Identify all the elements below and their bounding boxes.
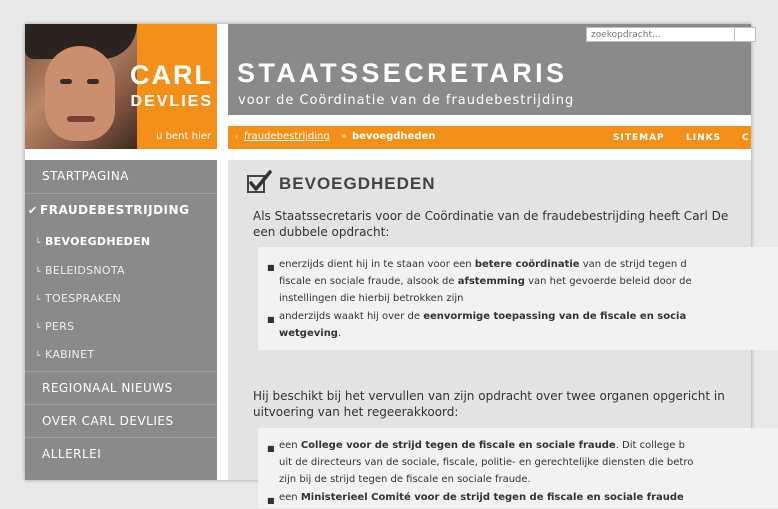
intro-line-1: Als Staatssecretaris voor de Coördinatie van de fraudebestrijding heeft Carl De — [253, 209, 729, 223]
sidebar-item-label: FRAUDEBESTRIJDING — [40, 203, 190, 217]
duty-1-line-1: enerzijds dient hij in te staan voor een betere coördinatie van de strijd tegen d — [279, 259, 687, 270]
bullet-icon: ■ — [267, 315, 275, 324]
breadcrumb-separator: » — [341, 131, 348, 142]
checkbox-checked-icon — [246, 169, 272, 195]
para2-line-1: Hij beschikt bij het vervullen van zijn opdracht over twee organen opgericht in — [253, 389, 725, 403]
nav-contact[interactable]: C — [742, 133, 750, 143]
sidebar-subitem-toespraken[interactable] — [25, 285, 217, 313]
sidebar-subitem-pers[interactable] — [25, 313, 217, 341]
duty-2-line-1: anderzijds waakt hij over de eenvormige toepassing van de fiscale en socia — [279, 311, 687, 322]
sidebar-item-label: TOESPRAKEN — [45, 292, 122, 305]
brand-first-name: CARL — [130, 60, 213, 90]
sidebar-nav — [25, 160, 217, 480]
sidebar-item-regionaal-nieuws[interactable] — [25, 371, 217, 403]
sidebar-item-label: PERS — [45, 320, 75, 333]
sidebar-subitem-kabinet[interactable] — [25, 341, 217, 369]
sidebar-item-allerlei[interactable] — [25, 437, 217, 469]
brand-last-name: DEVLIES — [130, 93, 213, 110]
sub-arrow-icon: └ — [35, 295, 41, 304]
sub-arrow-icon: └ — [35, 323, 41, 332]
sidebar-item-over-carl-devlies[interactable] — [25, 404, 217, 436]
checkmark-icon: ✔ — [28, 204, 38, 217]
organs-box — [258, 428, 778, 508]
sub-arrow-icon: └ — [35, 267, 41, 276]
organ-1-line-2: uit de directeurs van de sociale, fiscale, politie- en gerechtelijke diensten die betro — [279, 457, 694, 468]
breadcrumb-arrow-icon: ‹ — [235, 132, 239, 141]
site-header — [228, 24, 751, 115]
para2-line-2: uitvoering van het regeerakkoord: — [253, 405, 459, 419]
search-input[interactable] — [586, 27, 738, 42]
sub-arrow-icon: └ — [35, 351, 41, 360]
sidebar-item-label: ALLERLEI — [42, 447, 102, 461]
page-title: BEVOEGDHEDEN — [279, 174, 436, 193]
bullet-icon: ■ — [267, 496, 275, 505]
sidebar-item-label: KABINET — [45, 348, 95, 361]
organ-1-line-3: zijn bij de strijd tegen de fiscale en sociale fraude. — [279, 474, 531, 485]
bullet-icon: ■ — [267, 263, 275, 272]
breadcrumb-current: bevoegdheden — [352, 131, 436, 142]
sidebar-item-label: STARTPAGINA — [42, 169, 130, 183]
sidebar-subitem-beleidsnota[interactable] — [25, 257, 217, 285]
site-subtitle: voor de Coördinatie van de fraudebestrijding — [238, 93, 575, 108]
nav-sitemap[interactable]: SITEMAP — [613, 133, 665, 143]
site-title: STAATSSECRETARIS — [237, 58, 568, 88]
breadcrumb-bar — [228, 126, 751, 149]
duties-box — [258, 247, 778, 350]
sidebar-item-fraudebestrijding[interactable] — [25, 193, 217, 225]
breadcrumb-link[interactable]: fraudebestrijding — [244, 131, 330, 142]
nav-links[interactable]: LINKS — [686, 133, 722, 143]
sidebar-item-label: OVER CARL DEVLIES — [42, 414, 174, 428]
bullet-icon: ■ — [267, 444, 275, 453]
intro-line-2: een dubbele opdracht: — [253, 225, 390, 239]
duty-1-line-3: instellingen die hierbij betrokken zijn — [279, 293, 464, 304]
sidebar-item-label: BEVOEGDHEDEN — [45, 235, 151, 248]
main-content — [228, 160, 751, 505]
sidebar-item-label: BELEIDSNOTA — [45, 264, 125, 277]
sidebar-item-label: REGIONAAL NIEUWS — [42, 381, 173, 395]
browser-page — [25, 24, 751, 505]
search-button[interactable] — [734, 27, 756, 42]
organ-1-line-1: een College voor de strijd tegen de fiscale en sociale fraude. Dit college b — [279, 440, 685, 451]
duty-2-line-2: wetgeving. — [279, 328, 342, 339]
sidebar-item-startpagina[interactable] — [25, 160, 217, 192]
duty-1-line-2: fiscale en sociale fraude, alsook de afstemming van het gevoerde beleid door de — [279, 276, 692, 287]
brand-header — [25, 24, 217, 149]
organ-2-line-1: een Ministerieel Comité voor de strijd tegen de fiscale en sociale fraude — [279, 492, 684, 503]
sub-arrow-icon: └ — [35, 238, 41, 247]
you-are-here-label: u bent hier — [156, 131, 211, 142]
sidebar-subitem-bevoegdheden[interactable] — [25, 228, 217, 256]
